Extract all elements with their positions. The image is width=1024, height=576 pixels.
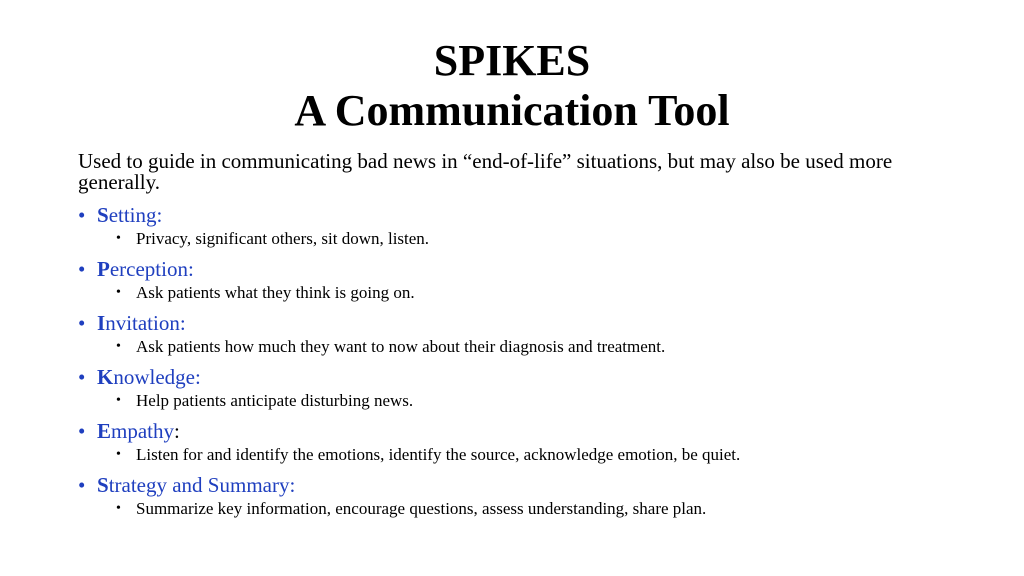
- sub-bullet-icon: •: [116, 447, 121, 462]
- sub-bullet-icon: •: [116, 285, 121, 300]
- item-label: etting:: [108, 203, 163, 227]
- sub-item: [78, 390, 958, 412]
- sub-bullet-icon: •: [116, 393, 121, 408]
- sub-item-text: Ask patients how much they want to now about their diagnosis and treatment.: [136, 337, 666, 356]
- bullet-icon: •: [78, 473, 86, 497]
- sub-item: [78, 228, 958, 250]
- bullet-icon: •: [78, 365, 86, 389]
- bullet-icon: •: [78, 419, 86, 443]
- item-heading: [78, 202, 958, 228]
- item-heading: [78, 364, 958, 390]
- sub-item-text: Summarize key information, encourage questions, assess understanding, share plan.: [136, 499, 707, 518]
- sub-bullet-icon: •: [116, 339, 121, 354]
- item-heading: [78, 256, 958, 282]
- item-heading: [78, 418, 958, 444]
- title-line-1: SPIKES: [433, 36, 591, 85]
- list-item-perception: [78, 256, 958, 304]
- item-lead-letter: I: [97, 311, 106, 335]
- item-lead-letter: E: [97, 419, 112, 443]
- sub-item: [78, 336, 958, 358]
- item-label: erception:: [109, 257, 194, 281]
- item-lead-letter: S: [97, 473, 109, 497]
- bullet-icon: •: [78, 203, 86, 227]
- sub-item-text: Privacy, significant others, sit down, listen.: [136, 229, 430, 248]
- list-item-strategy: [78, 472, 958, 520]
- sub-item: [78, 498, 958, 520]
- sub-bullet-icon: •: [116, 231, 121, 246]
- sub-bullet-icon: •: [116, 501, 121, 516]
- item-colon: :: [174, 419, 180, 443]
- item-lead-letter: S: [97, 203, 109, 227]
- sub-item: [78, 282, 958, 304]
- item-label: trategy and Summary:: [108, 473, 296, 497]
- bullet-icon: •: [78, 257, 86, 281]
- sub-item-text: Listen for and identify the emotions, identify the source, acknowledge emotion, be quiet.: [136, 445, 741, 464]
- title-line-2: A Communication Tool: [294, 86, 730, 135]
- intro-text: Used to guide in communicating bad news in “end-of-life” situations, but may also be used more generally.: [78, 149, 893, 194]
- item-heading: [78, 472, 958, 498]
- sub-item-text: Ask patients what they think is going on.: [136, 283, 415, 302]
- item-heading: [78, 310, 958, 336]
- list-item-setting: [78, 202, 958, 250]
- sub-item: [78, 444, 958, 466]
- item-label: nvitation:: [105, 311, 186, 335]
- sub-item-text: Help patients anticipate disturbing news.: [136, 391, 414, 410]
- bullet-icon: •: [78, 311, 86, 335]
- list-item-invitation: [78, 310, 958, 358]
- slide-content: [78, 151, 958, 526]
- item-lead-letter: K: [97, 365, 114, 389]
- slide-title: [0, 36, 1024, 136]
- item-label: mpathy: [111, 419, 175, 443]
- item-lead-letter: P: [97, 257, 110, 281]
- item-label: nowledge:: [113, 365, 201, 389]
- list-item-knowledge: [78, 364, 958, 412]
- list-item-empathy: [78, 418, 958, 466]
